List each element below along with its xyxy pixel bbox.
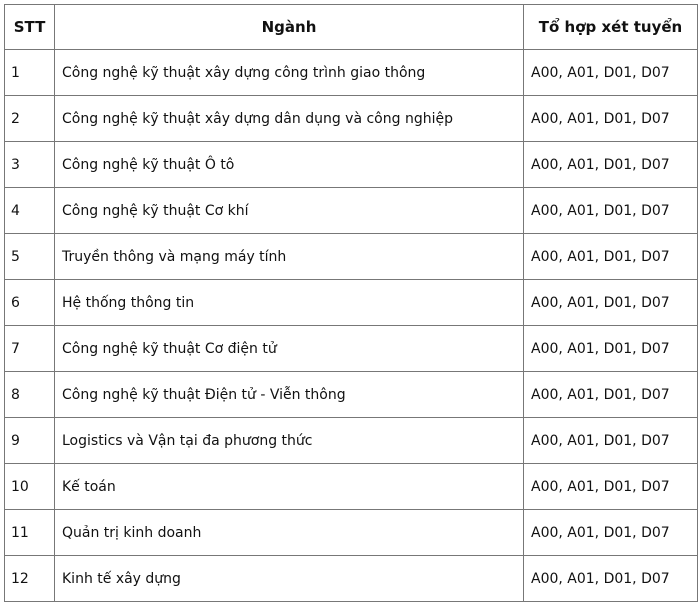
cell-nganh: Quản trị kinh doanh xyxy=(55,510,524,556)
cell-stt: 5 xyxy=(5,234,55,280)
cell-nganh: Kế toán xyxy=(55,464,524,510)
table-row xyxy=(5,50,698,96)
cell-to-hop: A00, A01, D01, D07 xyxy=(524,50,698,96)
cell-stt: 11 xyxy=(5,510,55,556)
cell-to-hop: A00, A01, D01, D07 xyxy=(524,234,698,280)
cell-stt: 8 xyxy=(5,372,55,418)
admission-majors-table xyxy=(4,4,698,602)
cell-nganh: Công nghệ kỹ thuật Cơ điện tử xyxy=(55,326,524,372)
cell-to-hop: A00, A01, D01, D07 xyxy=(524,556,698,602)
table-row xyxy=(5,372,698,418)
header-to-hop-xet-tuyen: Tổ hợp xét tuyển xyxy=(524,5,698,50)
cell-nganh: Công nghệ kỹ thuật xây dựng công trình giao thông xyxy=(55,50,524,96)
cell-stt: 4 xyxy=(5,188,55,234)
cell-to-hop: A00, A01, D01, D07 xyxy=(524,280,698,326)
table-row xyxy=(5,280,698,326)
cell-nganh: Logistics và Vận tại đa phương thức xyxy=(55,418,524,464)
cell-to-hop: A00, A01, D01, D07 xyxy=(524,96,698,142)
table-row xyxy=(5,464,698,510)
table-row xyxy=(5,510,698,556)
cell-stt: 2 xyxy=(5,96,55,142)
header-stt: STT xyxy=(5,5,55,50)
table-row xyxy=(5,326,698,372)
table-row xyxy=(5,418,698,464)
cell-to-hop: A00, A01, D01, D07 xyxy=(524,142,698,188)
table-header-row xyxy=(5,5,698,50)
table-row xyxy=(5,556,698,602)
cell-stt: 6 xyxy=(5,280,55,326)
cell-nganh: Công nghệ kỹ thuật Ô tô xyxy=(55,142,524,188)
cell-stt: 12 xyxy=(5,556,55,602)
cell-to-hop: A00, A01, D01, D07 xyxy=(524,188,698,234)
cell-to-hop: A00, A01, D01, D07 xyxy=(524,372,698,418)
cell-stt: 7 xyxy=(5,326,55,372)
table-row xyxy=(5,96,698,142)
cell-to-hop: A00, A01, D01, D07 xyxy=(524,418,698,464)
cell-to-hop: A00, A01, D01, D07 xyxy=(524,464,698,510)
cell-to-hop: A00, A01, D01, D07 xyxy=(524,510,698,556)
cell-stt: 10 xyxy=(5,464,55,510)
table-row xyxy=(5,188,698,234)
cell-nganh: Công nghệ kỹ thuật Điện tử - Viễn thông xyxy=(55,372,524,418)
cell-nganh: Hệ thống thông tin xyxy=(55,280,524,326)
cell-to-hop: A00, A01, D01, D07 xyxy=(524,326,698,372)
header-nganh: Ngành xyxy=(55,5,524,50)
cell-nganh: Kinh tế xây dựng xyxy=(55,556,524,602)
table-row xyxy=(5,142,698,188)
cell-stt: 1 xyxy=(5,50,55,96)
cell-stt: 9 xyxy=(5,418,55,464)
cell-nganh: Công nghệ kỹ thuật Cơ khí xyxy=(55,188,524,234)
cell-nganh: Truyền thông và mạng máy tính xyxy=(55,234,524,280)
cell-nganh: Công nghệ kỹ thuật xây dựng dân dụng và công nghiệp xyxy=(55,96,524,142)
table-row xyxy=(5,234,698,280)
cell-stt: 3 xyxy=(5,142,55,188)
